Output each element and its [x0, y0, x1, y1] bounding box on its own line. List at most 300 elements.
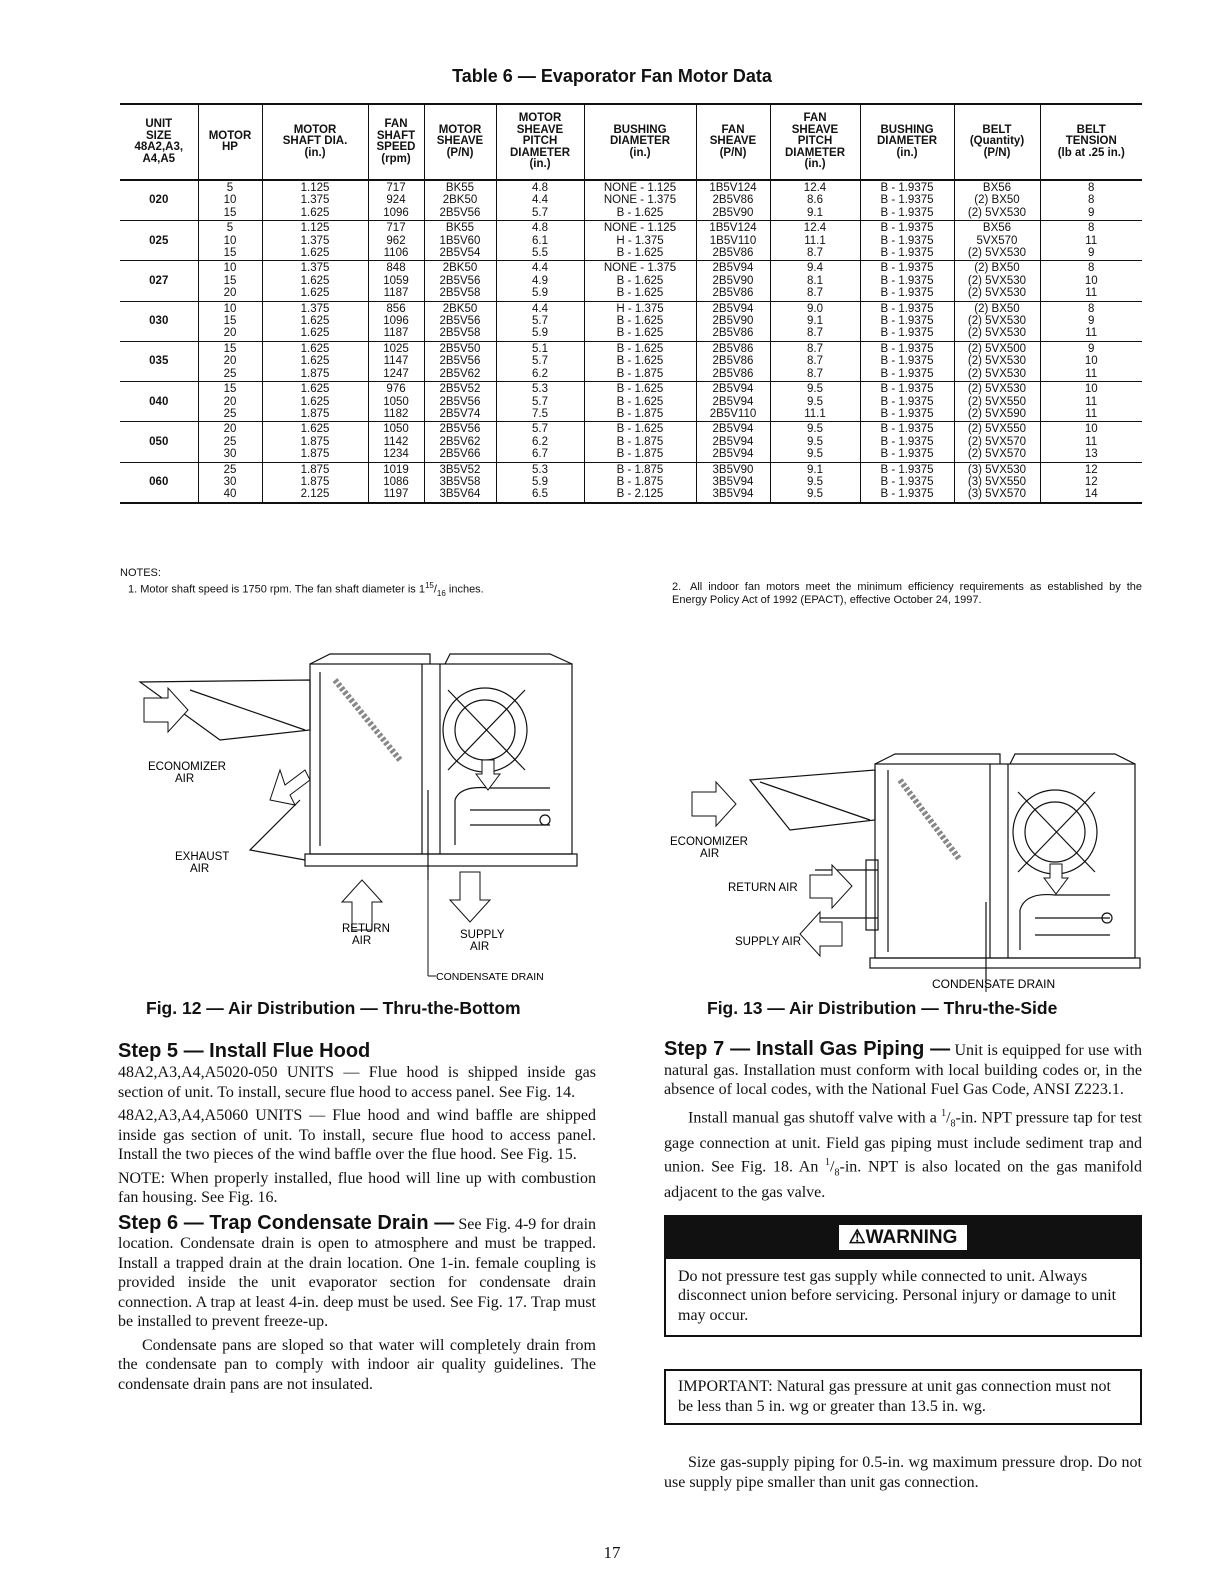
table-row: [120, 261, 1142, 301]
cell-value: 717: [386, 222, 406, 235]
cell-value: (3) 5VX530: [967, 463, 1027, 476]
cell-value: 1142: [383, 435, 409, 448]
cell-value: 8.7: [807, 367, 823, 380]
cell-value: B - 1.875: [616, 435, 664, 448]
column-header-line: DIAMETER: [784, 146, 846, 159]
cell-value: NONE - 1.125: [603, 182, 677, 194]
fig12-supply-label-2: AIR: [470, 941, 490, 953]
note-1: 1. Motor shaft speed is 1750 rpm. The fan shaft diameter is $1^{15}/_{16}$ inches.: [128, 581, 484, 598]
cell-value: 15: [223, 274, 237, 287]
table-cell: [198, 462, 262, 503]
cell-value: B - 1.9375: [880, 327, 934, 340]
table-cell: [424, 422, 496, 462]
cell-value: 2B5V58: [439, 327, 481, 340]
fig13-economizer-label-2: AIR: [700, 848, 720, 860]
table-cell: [1040, 261, 1142, 301]
table-cell: [424, 221, 496, 261]
cell-value: 12: [1084, 475, 1098, 488]
cell-value: 11: [1085, 327, 1098, 340]
cell-value: 5.3: [532, 383, 548, 396]
cell-value: B - 1.625: [616, 327, 664, 340]
table-cell: [696, 261, 770, 301]
cell-value: 3B5V52: [439, 463, 481, 476]
unit-size-cell: 030: [149, 315, 169, 328]
column-header-line: FAN: [721, 123, 745, 136]
cell-value: 9.1: [807, 315, 823, 328]
cell-value: 8: [1088, 222, 1095, 235]
cell-value: 15: [223, 342, 237, 355]
column-header-line: (P/N): [446, 146, 474, 159]
cell-value: 8.7: [807, 247, 823, 260]
fig13-filter: [900, 780, 960, 860]
cell-value: 717: [386, 182, 406, 194]
fig13-caption: Fig. 13 — Air Distribution — Thru-the-Side: [707, 998, 1058, 1018]
table-cell: [198, 301, 262, 341]
cell-value: 1.875: [300, 463, 330, 476]
table-cell: [584, 462, 696, 503]
cell-value: 2B5V74: [439, 407, 481, 420]
cell-value: 5.3: [532, 463, 548, 476]
table-cell: [860, 261, 954, 301]
fig12-return-label-2: AIR: [352, 935, 372, 947]
column-header-line: MOTOR: [438, 123, 482, 136]
cell-value: 2B5V86: [712, 194, 754, 207]
table-cell: [584, 422, 696, 462]
note-1-text: 1. Motor shaft speed is 1750 rpm. The fan shaft diameter is 1: [128, 583, 425, 596]
column-header: [496, 104, 584, 180]
cell-value: 15: [223, 315, 237, 328]
cell-value: B - 1.9375: [880, 315, 934, 328]
cell-value: 2B5V94: [712, 395, 754, 408]
cell-value: 8: [1088, 194, 1095, 207]
cell-value: B - 1.9375: [880, 383, 934, 396]
step7-text-2c: -in. NPT is also located on the gas manifold adjacent to the gas valve.: [664, 1158, 1143, 1202]
column-header-line: MOTOR: [293, 123, 337, 136]
cell-value: 1.875: [300, 367, 330, 380]
warning-label: [839, 1225, 968, 1250]
cell-value: 11: [1085, 435, 1098, 448]
table-cell: [496, 301, 584, 341]
cell-value: (2) 5VX530: [967, 315, 1027, 328]
table-cell: [368, 180, 424, 221]
fig13-drain-label: CONDENSATE DRAIN: [932, 977, 1056, 991]
table-row: [120, 221, 1142, 261]
cell-value: 2BK50: [442, 302, 478, 315]
cell-value: B - 1.9375: [880, 342, 934, 355]
table-cell: [696, 221, 770, 261]
table-cell: [770, 341, 860, 381]
column-header-line: A4,A5: [142, 152, 176, 165]
cell-value: 15: [223, 247, 237, 260]
column-header-line: SPEED: [376, 141, 416, 153]
fig12-caption: Fig. 12 — Air Distribution — Thru-the-Bottom: [146, 998, 521, 1018]
cell-value: BX56: [982, 222, 1012, 235]
column-header-line: TENSION: [1065, 135, 1117, 148]
fig12-roof: [310, 654, 572, 664]
cell-value: 3B5V90: [712, 463, 754, 476]
column-header-line: (lb at .25 in.): [1057, 146, 1125, 159]
cell-value: 1106: [383, 247, 409, 260]
cell-value: B - 1.625: [616, 315, 664, 328]
cell-value: 5: [226, 182, 234, 194]
table-cell: [860, 221, 954, 261]
cell-value: 1B5V60: [439, 234, 481, 247]
fig12-economizer-arrow: [144, 688, 188, 732]
fig13-base-rail: [870, 958, 1140, 968]
cell-value: (2) 5VX570: [967, 435, 1027, 448]
column-header-line: MOTOR: [518, 112, 562, 125]
cell-value: B - 1.9375: [880, 302, 934, 315]
cell-value: (2) 5VX530: [967, 247, 1027, 260]
note-2-number: 2.: [672, 581, 682, 593]
warning-box: [664, 1215, 1142, 1338]
cell-value: B - 1.625: [616, 247, 664, 260]
cell-value: 5.7: [532, 423, 548, 436]
fig12-supply-label: SUPPLY: [460, 929, 505, 941]
cell-value: BK55: [445, 182, 475, 194]
table-cell: [368, 341, 424, 381]
cell-value: 5.7: [532, 206, 548, 219]
cell-value: 5VX570: [976, 234, 1018, 247]
cell-value: B - 1.9375: [880, 475, 934, 488]
table-cell: [262, 341, 368, 381]
table-cell: [424, 382, 496, 422]
cell-value: B - 1.9375: [880, 206, 934, 219]
column-header-line: PITCH: [522, 135, 558, 148]
cell-value: 9: [1088, 342, 1095, 355]
note-1-frac-num: 15: [424, 581, 434, 590]
fig12-exhaust-label: EXHAUST: [175, 851, 230, 863]
cell-value: 1.625: [300, 287, 330, 300]
step6-paragraph-2: Condensate pans are sloped so that water will completely drain from the condensate pan to comply with indoor air quality guidelines. The condensate drain pans are not insulated.: [118, 1336, 596, 1393]
cell-value: 11.1: [804, 407, 826, 420]
cell-value: (2) 5VX530: [967, 206, 1027, 219]
warning-text: Do not pressure test gas supply while connected to unit. Always disconnect union before servicing. Personal injury or damage to unit may occur.: [678, 1267, 1117, 1324]
table-cell: [954, 261, 1040, 301]
cell-value: 5.7: [532, 355, 548, 368]
cell-value: 1.875: [300, 475, 330, 488]
table-cell: [1040, 462, 1142, 503]
fig13-economizer-hood: [750, 770, 875, 830]
fig12-inner-supply-arrow: [476, 760, 500, 790]
cell-value: 1.625: [300, 206, 330, 219]
cell-value: 1086: [383, 475, 409, 488]
cell-value: 1247: [383, 367, 409, 380]
cell-value: 1050: [383, 395, 409, 408]
cell-value: 9.5: [807, 448, 823, 461]
column-header: [368, 104, 424, 180]
cell-value: 5.9: [532, 327, 548, 340]
cell-value: NONE - 1.125: [603, 222, 677, 235]
table-row: [120, 422, 1142, 462]
cell-value: 1050: [383, 423, 409, 436]
column-header-line: (in.): [304, 146, 326, 159]
cell-value: 2B5V56: [439, 206, 481, 219]
cell-value: B - 1.9375: [880, 448, 934, 461]
table-row: [120, 462, 1142, 503]
table-cell: [696, 462, 770, 503]
cell-value: 2B5V62: [439, 367, 481, 380]
cell-value: 14: [1084, 488, 1098, 501]
column-header-line: DIAMETER: [609, 135, 671, 148]
table-cell: [770, 422, 860, 462]
cell-value: B - 1.625: [616, 342, 664, 355]
cell-value: 1.875: [300, 435, 330, 448]
unit-size-cell: 027: [149, 274, 169, 287]
cell-value: 1B5V110: [709, 234, 757, 247]
table-cell: [262, 221, 368, 261]
column-header: [770, 104, 860, 180]
cell-value: 7.5: [532, 407, 548, 420]
right-column: [664, 1040, 1142, 1496]
cell-value: B - 1.625: [616, 423, 664, 436]
fig13-inner-supply-arrow: [1044, 864, 1068, 894]
cell-value: 20: [223, 287, 237, 300]
column-header-line: 48A2,A3,: [134, 141, 184, 153]
table-cell: [696, 422, 770, 462]
cell-value: 1.875: [300, 448, 330, 461]
cell-value: (2) 5VX570: [967, 448, 1027, 461]
cell-value: 856: [386, 302, 406, 315]
table-cell: [696, 180, 770, 221]
cell-value: 2B5V56: [439, 274, 481, 287]
cell-value: 1187: [383, 327, 409, 340]
cell-value: 10: [1084, 383, 1098, 396]
column-header-line: SHEAVE: [436, 135, 484, 148]
cell-value: 2B5V50: [439, 342, 481, 355]
cell-value: B - 1.9375: [880, 488, 934, 501]
cell-value: 2BK50: [442, 262, 478, 275]
cell-value: 2B5V94: [712, 435, 754, 448]
fig13-supply-label: SUPPLY AIR: [735, 936, 802, 948]
table-body: [120, 180, 1142, 503]
table-cell: [262, 382, 368, 422]
note-1-frac-den: 16: [436, 588, 446, 598]
cell-value: NONE - 1.375: [603, 262, 677, 275]
cell-value: 1.875: [300, 407, 330, 420]
note-1-tail: inches.: [445, 583, 484, 596]
fig12-exhaust-arrow: [270, 770, 310, 805]
cell-value: 976: [386, 383, 406, 396]
cell-value: B - 1.9375: [880, 274, 934, 287]
cell-value: 6.2: [532, 367, 548, 380]
cell-value: 2B5V90: [712, 274, 754, 287]
cell-value: 11: [1085, 367, 1098, 380]
cell-value: 10: [223, 194, 237, 207]
cell-value: 10: [223, 234, 237, 247]
table-cell: [368, 261, 424, 301]
cell-value: (2) 5VX530: [967, 383, 1027, 396]
step7-paragraph-3: Size gas-supply piping for 0.5-in. wg maximum pressure drop. Do not use supply pipe smaller than unit gas connection.: [664, 1454, 1142, 1491]
cell-value: 962: [386, 234, 406, 247]
table-cell: [368, 462, 424, 503]
cell-value: B - 1.875: [616, 407, 664, 420]
cell-value: 4.4: [532, 262, 548, 275]
cell-value: 2B5V94: [712, 302, 754, 315]
table-cell: [368, 422, 424, 462]
cell-value: (3) 5VX550: [967, 475, 1027, 488]
table-cell: [424, 341, 496, 381]
step5-heading: Step 5 — Install Flue Hood: [118, 1040, 371, 1062]
cell-value: 12.4: [803, 182, 827, 194]
table-title: Table 6 — Evaporator Fan Motor Data: [452, 66, 772, 86]
column-header: [696, 104, 770, 180]
fig13-economizer-label: ECONOMIZER: [670, 836, 748, 848]
step7-frac-den-2: 8: [834, 1167, 840, 1179]
column-header-line: (in.): [529, 158, 551, 171]
cell-value: 11: [1085, 287, 1098, 300]
table-cell: [860, 422, 954, 462]
table-cell: [954, 221, 1040, 261]
column-header-line: (in.): [629, 146, 651, 159]
table-cell: [860, 180, 954, 221]
table-cell: [424, 301, 496, 341]
step7-frac-den-1: 8: [950, 1118, 956, 1130]
cell-value: 8.6: [807, 194, 823, 207]
cell-value: 10: [223, 302, 237, 315]
cell-value: 20: [223, 327, 237, 340]
cell-value: 1.625: [300, 383, 330, 396]
cell-value: BK55: [445, 222, 475, 235]
cell-value: 1.625: [300, 355, 330, 368]
cell-value: 10: [223, 262, 237, 275]
note-2: [672, 581, 1142, 607]
table-cell: [368, 301, 424, 341]
table-cell: [696, 341, 770, 381]
cell-value: 1.125: [300, 182, 330, 194]
cell-value: B - 1.9375: [880, 367, 934, 380]
table-cell: [954, 341, 1040, 381]
cell-value: 1B5V124: [709, 182, 757, 194]
cell-value: B - 1.9375: [880, 463, 934, 476]
cell-value: 2B5V56: [439, 315, 481, 328]
cell-value: B - 1.9375: [880, 262, 934, 275]
table-cell: [584, 180, 696, 221]
cell-value: 3B5V94: [712, 488, 754, 501]
column-header: [424, 104, 496, 180]
cell-value: B - 1.9375: [880, 194, 934, 207]
fig12-exhaust-hood: [250, 800, 305, 860]
cell-value: 4.4: [532, 302, 548, 315]
column-header-line: HP: [222, 141, 238, 153]
cell-value: 30: [223, 448, 237, 461]
cell-value: B - 1.9375: [880, 435, 934, 448]
fig12-filter: [335, 680, 400, 760]
step7-paragraph-2: Install manual gas shutoff valve with a $^1/_8-in$. NPT pressure tap for test gage connection at unit. Field gas piping must include sediment trap and union. See Fig. 18. An $^1/_8-in$. NPT is also located on the gas manifold adjacent to the gas valve.: [664, 1107, 1143, 1202]
cell-value: 12.4: [803, 222, 827, 235]
table-cell: [368, 382, 424, 422]
fig12-supply-arrow: [450, 872, 490, 922]
cell-value: B - 1.625: [616, 206, 664, 219]
column-header-line: MOTOR: [208, 129, 252, 142]
cell-value: (2) BX50: [974, 262, 1020, 275]
cell-value: 2B5V52: [439, 383, 481, 396]
cell-value: 2B5V94: [712, 262, 754, 275]
cell-value: (2) 5VX530: [967, 355, 1027, 368]
cell-value: 5.7: [532, 395, 548, 408]
column-header-line: SHAFT: [376, 129, 416, 142]
cell-value: 1234: [383, 448, 409, 461]
cell-value: H - 1.375: [616, 234, 664, 247]
cell-value: B - 1.625: [616, 274, 664, 287]
unit-size-cell: 060: [149, 475, 169, 488]
cell-value: 1019: [383, 463, 409, 476]
cell-value: 2B5V66: [439, 448, 481, 461]
fig13-unit-cabinet: [875, 764, 1135, 958]
table-cell: [198, 422, 262, 462]
table-cell: [860, 462, 954, 503]
column-header: [1040, 104, 1142, 180]
step5-paragraph-2: 48A2,A3,A4,A5060 UNITS — Flue hood and wind baffle are shipped inside gas section of unit. To install, secure flue hood to access panel. Install the two pieces of the wind baffle over the flue hood. See Fig. 15.: [118, 1107, 596, 1163]
cell-value: 1096: [383, 315, 409, 328]
cell-value: 1.125: [300, 222, 330, 235]
table-cell: [496, 261, 584, 301]
cell-value: 9: [1088, 247, 1095, 260]
step7-frac-num-1: 1: [941, 1107, 947, 1119]
column-header-line: SIZE: [145, 129, 172, 142]
column-header-line: (in.): [896, 146, 918, 159]
step7-text-2a: Install manual gas shutoff valve with a: [688, 1108, 942, 1126]
cell-value: 1182: [383, 407, 409, 420]
cell-value: 9.5: [807, 475, 823, 488]
cell-value: 2B5V56: [439, 355, 481, 368]
cell-value: 9.1: [807, 206, 823, 219]
unit-size-cell: 020: [149, 194, 169, 207]
cell-value: 12: [1084, 463, 1098, 476]
cell-value: B - 1.875: [616, 475, 664, 488]
table-cell: [1040, 221, 1142, 261]
cell-value: 2B5V90: [712, 315, 754, 328]
cell-value: B - 1.9375: [880, 234, 934, 247]
cell-value: 4.8: [532, 222, 548, 235]
column-header-line: (P/N): [983, 146, 1011, 159]
cell-value: 5.9: [532, 475, 548, 488]
cell-value: 1147: [383, 355, 409, 368]
cell-value: B - 1.625: [616, 395, 664, 408]
cell-value: B - 1.9375: [880, 182, 934, 194]
cell-value: 2B5V94: [712, 423, 754, 436]
cell-value: B - 1.9375: [880, 423, 934, 436]
cell-value: 25: [223, 407, 237, 420]
cell-value: 8: [1088, 302, 1095, 315]
cell-value: B - 1.625: [616, 287, 664, 300]
cell-value: 8.7: [807, 342, 823, 355]
cell-value: 1.375: [300, 302, 330, 315]
column-header-line: DIAMETER: [509, 146, 571, 159]
cell-value: 5: [226, 222, 234, 235]
warning-header: [666, 1217, 1140, 1259]
cell-value: 2B5V58: [439, 287, 481, 300]
cell-value: 8.1: [807, 274, 823, 287]
cell-value: 9.5: [807, 435, 823, 448]
table-row: [120, 341, 1142, 381]
table-cell: [1040, 301, 1142, 341]
table-cell: [1040, 422, 1142, 462]
table-cell: [770, 301, 860, 341]
column-header: [954, 104, 1040, 180]
cell-value: 1.375: [300, 234, 330, 247]
column-header-line: (in.): [804, 158, 826, 171]
column-header-line: BELT: [1076, 123, 1106, 136]
column-header-line: SHEAVE: [516, 123, 564, 136]
column-header-line: (Quantity): [969, 135, 1025, 148]
table-cell: [424, 180, 496, 221]
table-row: [120, 382, 1142, 422]
cell-value: 15: [223, 206, 237, 219]
table-cell: [368, 221, 424, 261]
cell-value: 4.9: [532, 274, 548, 287]
fig12-return-label: RETURN: [342, 923, 390, 935]
